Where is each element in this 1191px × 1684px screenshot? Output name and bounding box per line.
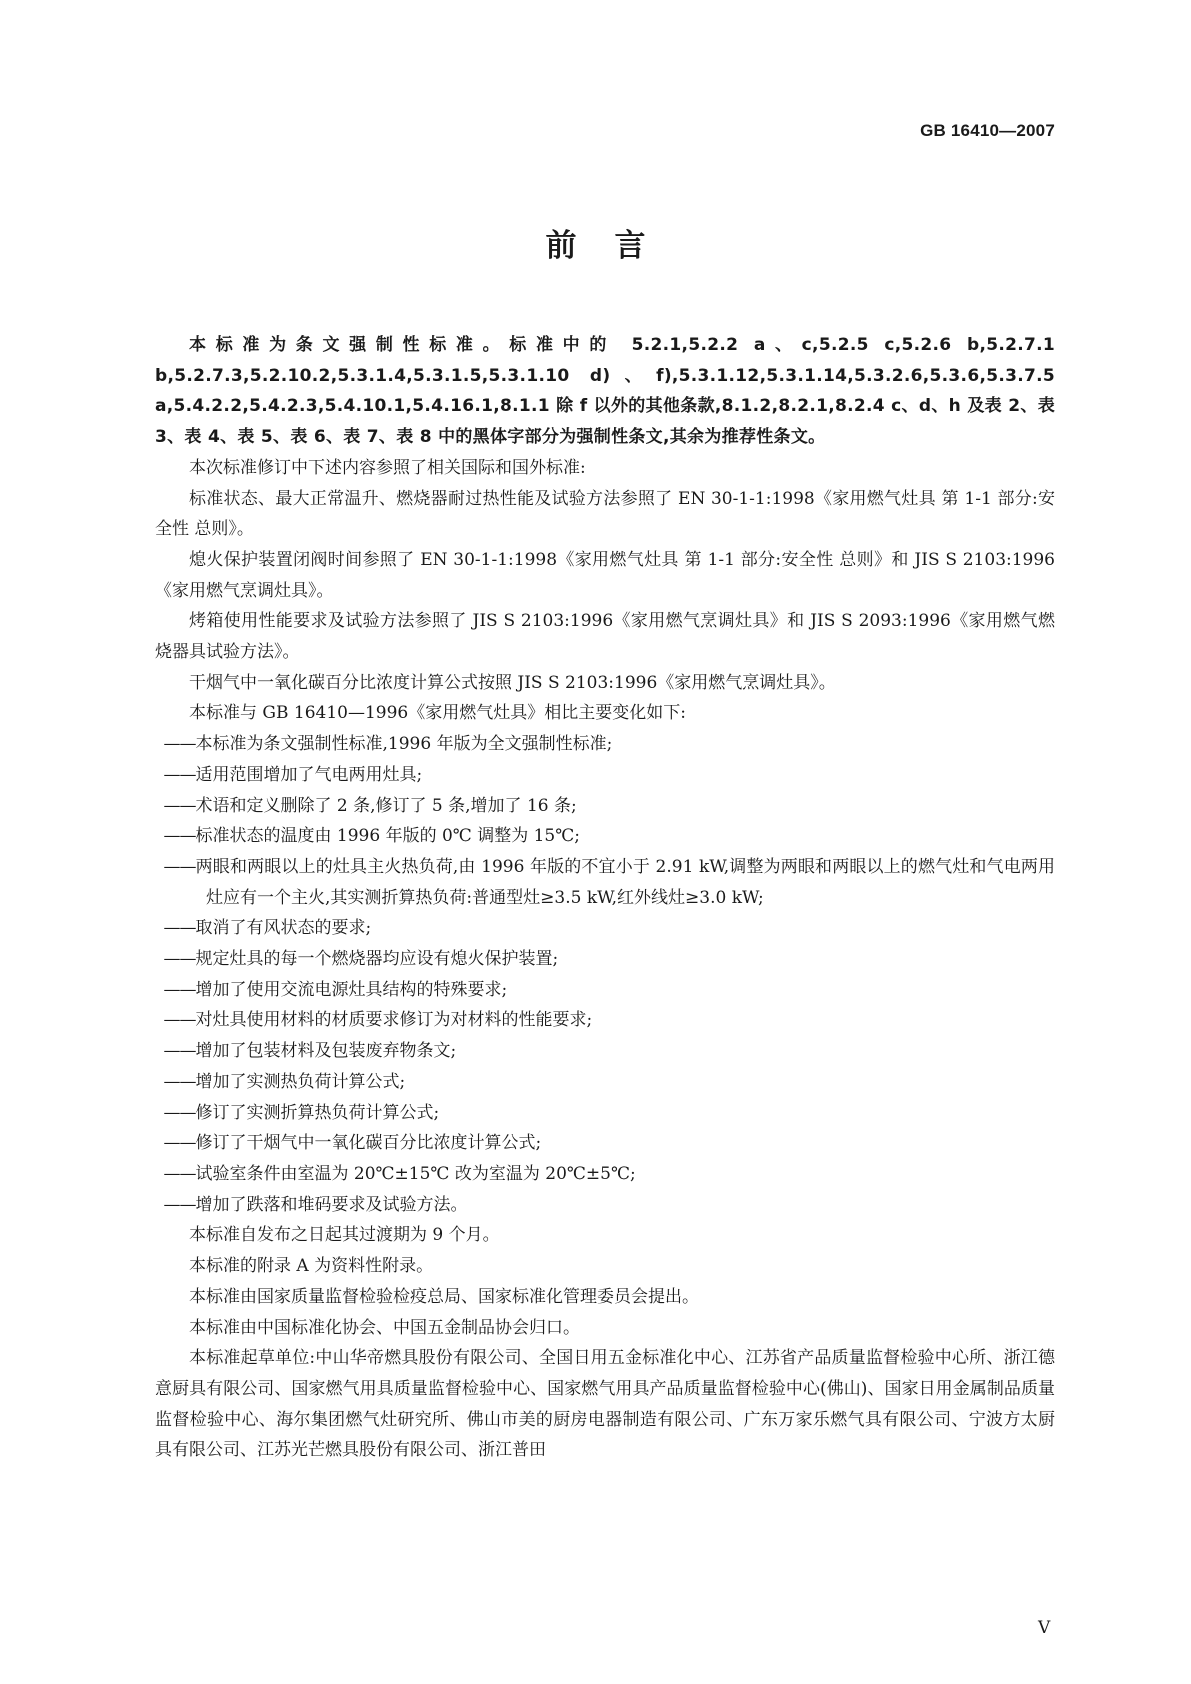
list-item: —— 试验室条件由室温为 20℃±15℃ 改为室温为 20℃±5℃;	[155, 1159, 1055, 1190]
list-item: —— 取消了有风状态的要求;	[155, 913, 1055, 944]
paragraph-reference-1: 标准状态、最大正常温升、燃烧器耐过热性能及试验方法参照了 EN 30-1-1:1998《家用燃气灶具 第 1-1 部分:安全性 总则》。	[155, 488, 1055, 540]
list-item: —— 增加了跌落和堆码要求及试验方法。	[155, 1190, 1055, 1221]
page-title: 前言	[545, 228, 684, 264]
paragraph-references-intro: 本次标准修订中下述内容参照了相关国际和国外标准:	[189, 457, 586, 478]
paragraph-proposed-by: 本标准由国家质量监督检验检疫总局、国家标准化管理委员会提出。	[189, 1286, 699, 1307]
list-item: —— 本标准为条文强制性标准,1996 年版为全文强制性标准;	[155, 729, 1055, 760]
changes-list	[155, 729, 1055, 1220]
paragraph-appendix: 本标准的附录 A 为资料性附录。	[189, 1256, 434, 1277]
page-number: V	[1038, 1618, 1051, 1638]
paragraph-transition-period: 本标准自发布之日起其过渡期为 9 个月。	[189, 1225, 500, 1246]
paragraph-centralized-by: 本标准由中国标准化协会、中国五金制品协会归口。	[189, 1317, 580, 1338]
list-item: —— 修订了实测折算热负荷计算公式;	[155, 1098, 1055, 1129]
paragraph-changes-intro: 本标准与 GB 16410—1996《家用燃气灶具》相比主要变化如下:	[189, 703, 686, 724]
list-item: —— 标准状态的温度由 1996 年版的 0℃ 调整为 15℃;	[155, 821, 1055, 852]
list-item: —— 修订了干烟气中一氧化碳百分比浓度计算公式;	[155, 1128, 1055, 1159]
paragraph-reference-4: 干烟气中一氧化碳百分比浓度计算公式按照 JIS S 2103:1996《家用燃气烹调灶具》。	[189, 672, 836, 693]
paragraph-reference-2: 熄火保护装置闭阀时间参照了 EN 30-1-1:1998《家用燃气灶具 第 1-1 部分:安全性 总则》和 JIS S 2103:1996《家用燃气烹调灶具》。	[155, 549, 1055, 601]
list-item: —— 规定灶具的每一个燃烧器均应设有熄火保护装置;	[155, 944, 1055, 975]
paragraph-reference-3: 烤箱使用性能要求及试验方法参照了 JIS S 2103:1996《家用燃气烹调灶具》和 JIS S 2093:1996《家用燃气燃烧器具试验方法》。	[155, 611, 1055, 663]
paragraph-mandatory-clauses: 本标准为条文强制性标准。标准中的 5.2.1,5.2.2 a、c,5.2.5 c,5.2.6 b,5.2.7.1 b,5.2.7.3,5.2.10.2,5.3.1.4,5.3.1.5,5.3.1.10 d)、f),5.3.1.12,5.3.1.14,5.3.2.6,5.3.6,5.3.7.5 a,5.4.2.2,5.4.2.3,5.4.10.1,5.4.16.1,8.1.1 除 f 以外的其他条款,8.1.2,8.2.1,8.2.4 c、d、h 及表 2、表 3、表 4、表 5、表 6、表 7、表 8 中的黑体字部分为强制性条文,其余为推荐性条文。	[155, 335, 1055, 448]
document-body	[155, 330, 1055, 1466]
list-item: —— 增加了包装材料及包装废弃物条文;	[155, 1036, 1055, 1067]
list-item: —— 适用范围增加了气电两用灶具;	[155, 760, 1055, 791]
paragraph-drafting-units: 本标准起草单位:中山华帝燃具股份有限公司、全国日用五金标准化中心、江苏省产品质量监督检验中心所、浙江德意厨具有限公司、国家燃气用具质量监督检验中心、国家燃气用具产品质量监督检验中心(佛山)、国家日用金属制品质量监督检验中心、海尔集团燃气灶研究所、佛山市美的厨房电器制造有限公司、广东万家乐燃气具有限公司、宁波方太厨具有限公司、江苏光芒燃具股份有限公司、浙江普田	[155, 1348, 1055, 1461]
list-item: —— 对灶具使用材料的材质要求修订为对材料的性能要求;	[155, 1005, 1055, 1036]
list-item: —— 术语和定义删除了 2 条,修订了 5 条,增加了 16 条;	[155, 791, 1055, 822]
list-item: —— 增加了实测热负荷计算公式;	[155, 1067, 1055, 1098]
standard-code: GB 16410—2007	[920, 121, 1055, 140]
list-item: —— 两眼和两眼以上的灶具主火热负荷,由 1996 年版的不宜小于 2.91 kW,调整为两眼和两眼以上的燃气灶和气电两用灶应有一个主火,其实测折算热负荷:普通型灶≥3.5 kW,红外线灶≥3.0 kW;	[155, 852, 1055, 913]
list-item: —— 增加了使用交流电源灶具结构的特殊要求;	[155, 975, 1055, 1006]
